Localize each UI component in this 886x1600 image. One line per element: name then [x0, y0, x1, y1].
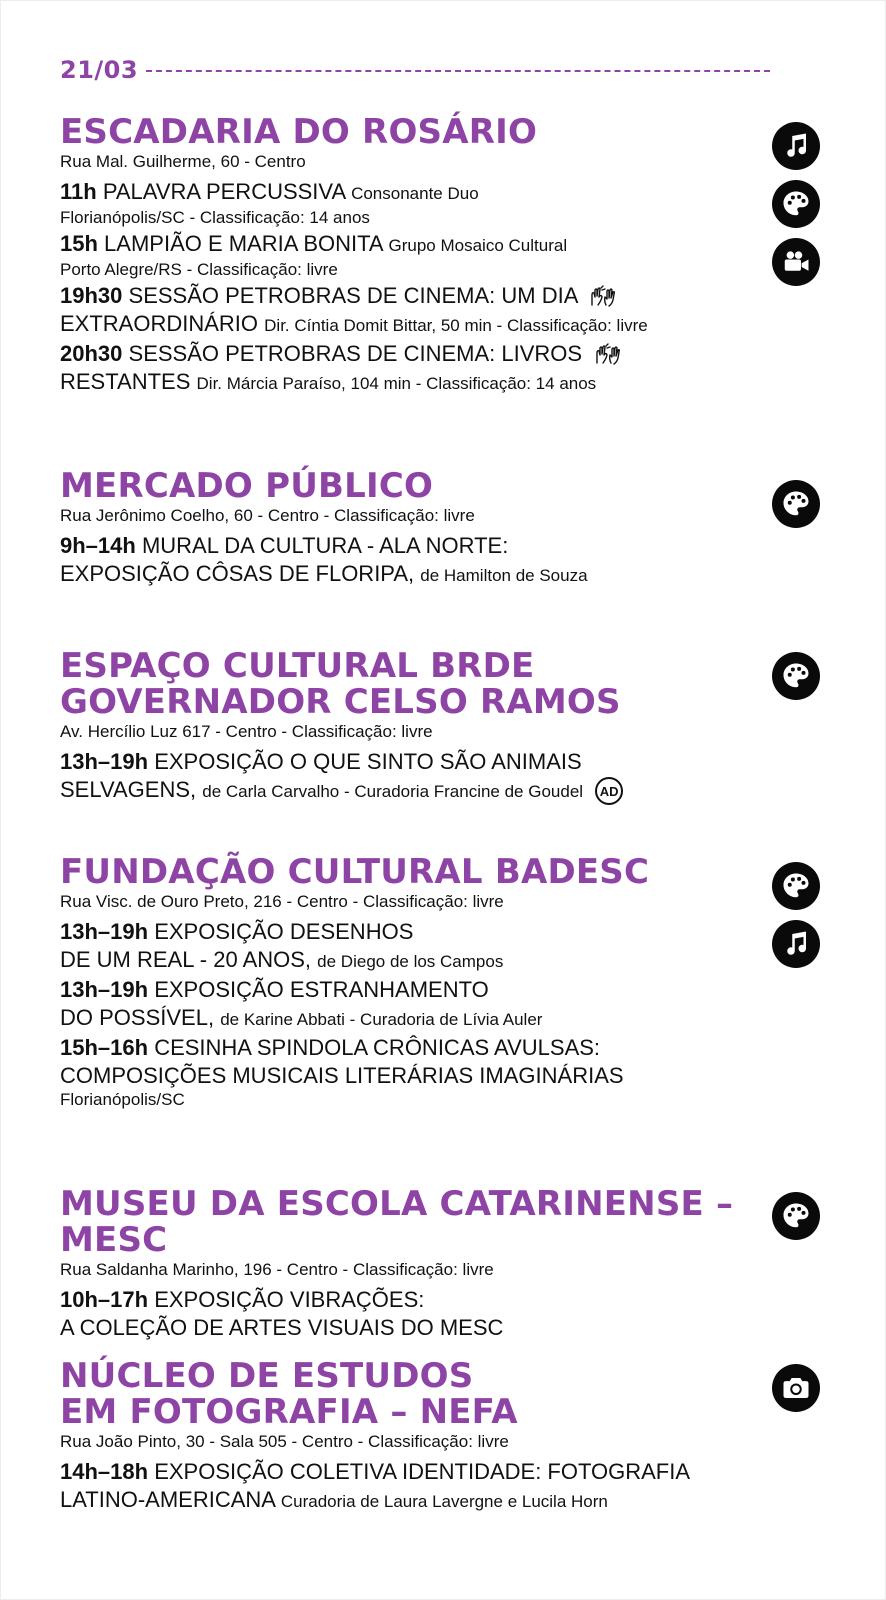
venue-title: MUSEU DA ESCOLA CATARINENSE – MESC	[60, 1184, 734, 1260]
venue-icons	[772, 122, 820, 286]
event-line	[60, 230, 820, 259]
event-detail: de Hamilton de Souza	[420, 566, 588, 585]
venue-icons	[772, 480, 820, 528]
palette-icon	[772, 180, 820, 228]
event-time: 10h–17h	[60, 1287, 149, 1312]
venue-title: ESPAÇO CULTURAL BRDE GOVERNADOR CELSO RAMOS	[60, 646, 621, 722]
event-title-continued: EXPOSIÇÃO CÔSAS DE FLORIPA,	[60, 561, 415, 586]
event-time: 19h30	[60, 283, 123, 308]
venue-icons	[772, 652, 820, 700]
event-title-continued: COMPOSIÇÕES MUSICAIS LITERÁRIAS IMAGINÁRIAS	[60, 1063, 624, 1088]
event-title: SESSÃO PETROBRAS DE CINEMA: UM DIA	[128, 283, 578, 308]
event-title: EXPOSIÇÃO DESENHOS	[154, 919, 414, 944]
venue-icons	[772, 862, 820, 968]
venue-title: NÚCLEO DE ESTUDOS EM FOTOGRAFIA – NEFA	[60, 1356, 518, 1432]
event-detail: Grupo Mosaico Cultural	[388, 236, 568, 255]
event-time: 9h–14h	[60, 533, 136, 558]
sign-language-icon	[594, 343, 624, 367]
venue-title: ESCADARIA DO ROSÁRIO	[60, 112, 538, 152]
event-line	[60, 340, 820, 367]
event-line	[60, 1458, 820, 1485]
venue-address: Rua Mal. Guilherme, 60 - Centro	[60, 152, 306, 171]
camera-icon	[772, 1364, 820, 1412]
venue-nucleo-estudos-fotografia	[60, 1358, 820, 1515]
venue-address: Rua Visc. de Ouro Preto, 216 - Centro - Classificação: livre	[60, 892, 504, 911]
event-time: 11h	[60, 179, 97, 204]
palette-icon	[772, 652, 820, 700]
event-title: CESINHA SPINDOLA CRÔNICAS AVULSAS:	[154, 1035, 601, 1060]
event-time: 13h–19h	[60, 919, 149, 944]
venue-espaco-cultural-brde	[60, 648, 820, 805]
palette-icon	[772, 862, 820, 910]
audio-description-badge: AD	[595, 777, 623, 805]
music-icon	[772, 920, 820, 968]
event-title: EXPOSIÇÃO COLETIVA IDENTIDADE: FOTOGRAFIA	[154, 1459, 691, 1484]
event-line	[60, 368, 820, 397]
event-detail: Curadoria de Laura Lavergne e Lucila Horn	[280, 1492, 608, 1511]
event-detail: Consonante Duo	[351, 184, 479, 203]
event-title-continued: RESTANTES	[60, 369, 191, 395]
event-detail: de Karine Abbati - Curadoria de Lívia Auler	[220, 1010, 543, 1029]
event-line	[60, 748, 820, 775]
event-line	[60, 282, 820, 309]
event-line	[60, 776, 820, 805]
event-line	[60, 310, 820, 339]
event-title-continued: LATINO-AMERICANA	[60, 1487, 275, 1512]
date-header	[60, 56, 770, 84]
event-line	[60, 1286, 820, 1313]
venue-icons	[772, 1192, 820, 1240]
music-icon	[772, 122, 820, 170]
event-time: 13h–19h	[60, 749, 149, 774]
event-title-continued: A COLEÇÃO DE ARTES VISUAIS DO MESC	[60, 1315, 504, 1340]
event-subtitle: Porto Alegre/RS - Classificação: livre	[60, 260, 338, 279]
event-line	[60, 1034, 820, 1061]
venue-mercado-publico	[60, 468, 820, 589]
event-title: LAMPIÃO E MARIA BONITA	[104, 231, 383, 256]
venue-title: FUNDAÇÃO CULTURAL BADESC	[60, 852, 650, 892]
event-time: 20h30	[60, 341, 123, 367]
event-line	[60, 918, 820, 945]
event-line	[60, 1314, 820, 1341]
venue-address: Rua João Pinto, 30 - Sala 505 - Centro - Classificação: livre	[60, 1432, 509, 1451]
venue-title: MERCADO PÚBLICO	[60, 466, 434, 506]
event-time: 15h	[60, 231, 98, 256]
event-line	[60, 532, 820, 559]
event-line	[60, 560, 820, 589]
venue-fundacao-cultural-badesc	[60, 854, 820, 1111]
palette-icon	[772, 480, 820, 528]
event-title: EXPOSIÇÃO O QUE SINTO SÃO ANIMAIS	[154, 749, 582, 774]
palette-icon	[772, 1192, 820, 1240]
event-time: 14h–18h	[60, 1459, 149, 1484]
venue-museu-escola-catarinense	[60, 1186, 820, 1341]
event-title: PALAVRA PERCUSSIVA	[102, 179, 345, 204]
venue-address: Rua Saldanha Marinho, 196 - Centro - Classificação: livre	[60, 1260, 494, 1279]
event-title-continued: DE UM REAL - 20 ANOS,	[60, 947, 312, 972]
venue-escadaria-do-rosario	[60, 114, 820, 397]
event-line	[60, 1486, 820, 1515]
dashed-divider	[146, 70, 770, 72]
date-label: 21/03	[60, 56, 139, 84]
event-title-continued: EXTRAORDINÁRIO	[60, 311, 259, 337]
event-time: 15h–16h	[60, 1035, 149, 1060]
event-title-continued: SELVAGENS,	[60, 777, 197, 802]
sign-language-icon	[589, 285, 619, 309]
event-line	[60, 1062, 820, 1089]
event-title-continued: DO POSSÍVEL,	[60, 1005, 215, 1030]
event-title: SESSÃO PETROBRAS DE CINEMA: LIVROS	[128, 341, 583, 367]
event-subtitle: Florianópolis/SC	[60, 1090, 185, 1109]
event-line	[60, 178, 820, 207]
venue-address: Rua Jerônimo Coelho, 60 - Centro - Classificação: livre	[60, 506, 475, 525]
event-title: EXPOSIÇÃO ESTRANHAMENTO	[154, 977, 489, 1002]
event-detail: de Carla Carvalho - Curadoria Francine de Goudel	[202, 782, 584, 801]
event-time: 13h–19h	[60, 977, 149, 1002]
event-detail: Dir. Cíntia Domit Bittar, 50 min - Classificação: livre	[264, 316, 648, 336]
event-title: MURAL DA CULTURA - ALA NORTE:	[141, 533, 509, 558]
event-detail: Dir. Márcia Paraíso, 104 min - Classificação: 14 anos	[196, 374, 597, 394]
venue-icons	[772, 1364, 820, 1412]
event-title: EXPOSIÇÃO VIBRAÇÕES:	[154, 1287, 425, 1312]
video-camera-icon	[772, 238, 820, 286]
event-line	[60, 946, 820, 975]
venue-address: Av. Hercílio Luz 617 - Centro - Classificação: livre	[60, 722, 433, 741]
event-subtitle: Florianópolis/SC - Classificação: 14 anos	[60, 208, 370, 227]
event-line	[60, 976, 820, 1003]
event-detail: de Diego de los Campos	[317, 952, 504, 971]
event-line	[60, 1004, 820, 1033]
